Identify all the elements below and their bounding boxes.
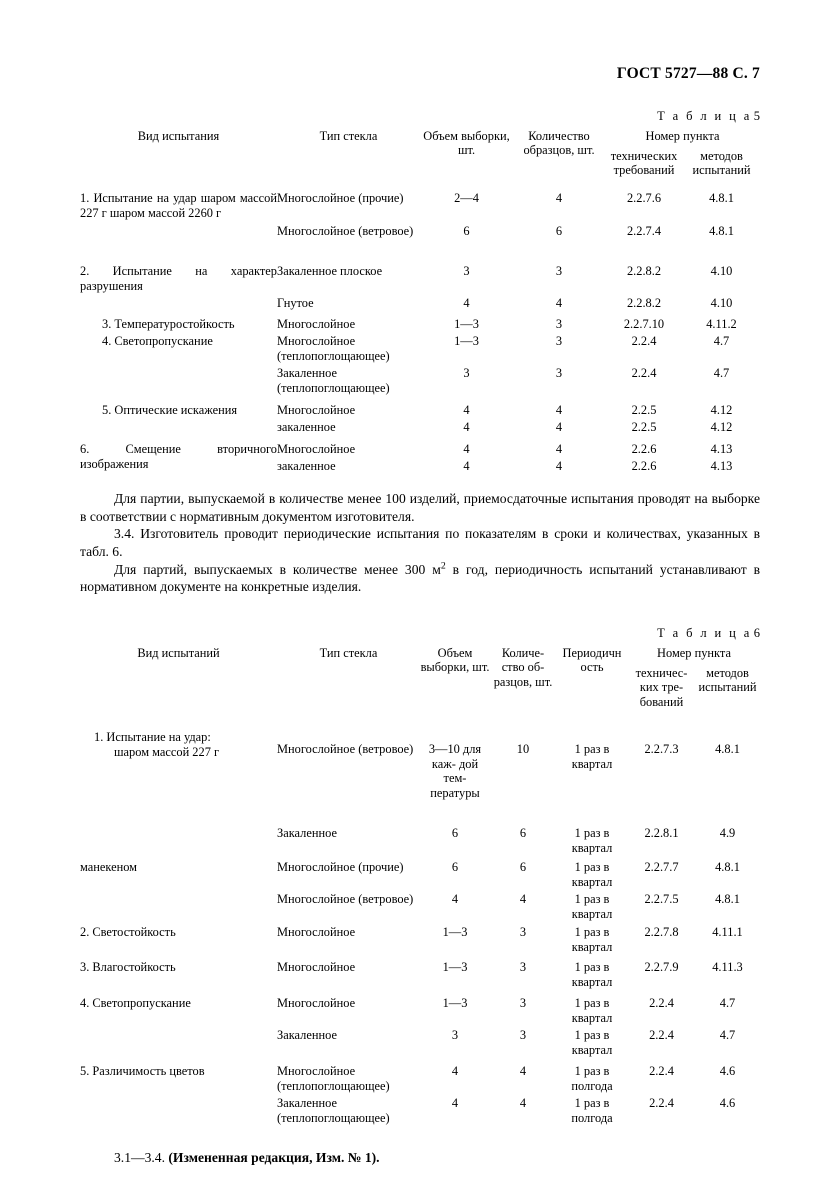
table5-cell-sample: 4 <box>463 296 470 310</box>
table5-cell-test <box>80 398 277 437</box>
table6-cell-tech: 2.2.7.9 <box>644 960 679 975</box>
table5-cell-specimens: 3 <box>555 334 563 348</box>
table6-cell-frequency: 1 раз в квартал <box>571 860 613 889</box>
table6-test-line1: 4. Светопропускание <box>80 996 191 1011</box>
table5-cell-sample: 6 <box>463 224 470 238</box>
table-5 <box>80 129 760 476</box>
paragraph-2: 3.4. Изготовитель проводит периодические испытания по показателям в сроки и количествах, указанных в табл. 6. <box>80 526 760 560</box>
table5-cell-glass: Многослойное <box>277 317 356 331</box>
table6-cell-frequency: 1 раз в полгода <box>571 1064 613 1093</box>
table6-test-line1: 1. Испытание на удар: <box>94 730 211 745</box>
table5-body <box>80 187 760 476</box>
table5-cell-test <box>80 313 277 334</box>
table6-cell-tech: 2.2.7.8 <box>644 925 679 940</box>
table6-test-line1: манекеном <box>80 860 138 875</box>
paragraph-3-part2: в год, периодичность испытаний устанавливают в нормативном документе на конкретные изделия. <box>80 561 760 595</box>
table6-cell-glass: Многослойное (теплопоглощающее) <box>277 1064 390 1093</box>
table5-th-tech: технических требований <box>610 149 678 178</box>
table6-cell-glass: Многослойное (ветровое) <box>277 892 414 907</box>
table5-test-text: 6. Смещение вторичного изображения <box>80 442 277 471</box>
table5-cell-specimens: 3 <box>555 366 563 380</box>
table6-cell-tech: 2.2.4 <box>649 1064 674 1079</box>
revision-note-text: (Измененная редакция, Изм. № 1). <box>168 1150 380 1166</box>
table5-cell-specimens: 4 <box>555 442 563 456</box>
table5-test-text: 2. Испытание на характер разрушения <box>80 264 277 293</box>
table5-cell-sample: 4 <box>463 459 470 473</box>
table5-cell-sample: 1—3 <box>454 317 479 331</box>
table5-test-text: 1. Испытание на удар шаром массой 227 г шаром массой 2260 г <box>80 191 277 220</box>
table6-cell-tech: 2.2.7.7 <box>644 860 679 875</box>
revision-note <box>80 1150 760 1166</box>
table5-cell-test <box>80 187 277 257</box>
table5-cell-specimens: 4 <box>555 191 563 205</box>
table-row <box>80 858 760 892</box>
table6-cell-frequency: 1 раз в квартал <box>571 826 613 855</box>
table6-cell-method: 4.11.3 <box>712 960 743 975</box>
table6-caption-label: Т а б л и ц а <box>657 626 752 641</box>
table5-th-method: методов испытаний <box>692 149 751 178</box>
table6-cell-specimens: 4 <box>519 892 527 907</box>
table6-cell-method: 4.7 <box>719 1028 736 1043</box>
table6-header-row-1 <box>80 646 760 666</box>
table5-cell-specimens: 3 <box>555 264 563 278</box>
table5-cell-glass: Многослойное (ветровое) <box>277 224 414 238</box>
table6-cell-tech: 2.2.7.3 <box>644 742 679 757</box>
table5-test-text: 4. Светопропускание <box>102 334 213 348</box>
table5-cell-method: 4.8.1 <box>709 191 734 205</box>
table6-cell-specimens: 3 <box>519 960 527 975</box>
table6-cell-glass: Многослойное <box>277 960 356 975</box>
page-header: ГОСТ 5727—88 С. 7 <box>616 65 760 82</box>
table6-cell-tech: 2.2.7.5 <box>644 892 679 907</box>
table6-th-specimens: Количе- ство об- разцов, шт. <box>493 646 553 689</box>
table6-cell-sample: 4 <box>451 1064 459 1079</box>
table6-cell-sample: 3—10 для каж- дой тем- пературы <box>428 742 482 800</box>
table6-cell-glass: Многослойное (ветровое) <box>277 742 414 757</box>
table6-cell-sample: 6 <box>451 826 459 841</box>
table-row <box>80 334 760 366</box>
table6-cell-sample: 1—3 <box>442 996 468 1011</box>
table6-cell-tech: 2.2.4 <box>649 996 674 1011</box>
table6-cell-specimens: 4 <box>519 1064 527 1079</box>
table5-cell-method: 4.10 <box>710 296 733 310</box>
table5-cell-method: 4.13 <box>710 459 733 473</box>
table6-cell-glass: Многослойное <box>277 925 356 940</box>
table6-cell-glass: Закаленное <box>277 826 337 841</box>
table6-cell-frequency: 1 раз в полгода <box>571 1096 613 1125</box>
table6-cell-glass: Многослойное <box>277 996 356 1011</box>
table6-cell-method: 4.6 <box>719 1064 736 1079</box>
table6-cell-specimens: 4 <box>519 1096 527 1111</box>
table-row <box>80 257 760 296</box>
table5-cell-glass: Многослойное (прочие) <box>277 191 404 205</box>
table5-cell-glass: закаленное <box>277 459 336 473</box>
table6-cell-frequency: 1 раз в квартал <box>571 996 613 1025</box>
table5-cell-glass: закаленное <box>277 420 336 434</box>
table5-cell-method: 4.12 <box>710 403 733 417</box>
paragraph-3-superscript: 2 <box>440 560 446 572</box>
table5-test-text: 3. Температуростойкость <box>102 317 235 331</box>
table5-cell-tech: 2.2.6 <box>631 459 657 473</box>
table5-cell-tech: 2.2.4 <box>631 334 657 348</box>
table5-th-glass: Тип стекла <box>319 129 378 143</box>
table6-cell-test <box>80 924 277 957</box>
table6-test-line1: 2. Светостойкость <box>80 925 176 940</box>
table5-cell-glass: Закаленное (теплопоглощающее) <box>277 366 390 395</box>
table5-cell-sample: 4 <box>463 420 470 434</box>
table-row <box>80 187 760 224</box>
table5-cell-test <box>80 437 277 476</box>
table5-cell-method: 4.11.2 <box>706 317 737 331</box>
table6-cell-test <box>80 992 277 1060</box>
table6-th-sample: Объем выборки, шт. <box>420 646 490 675</box>
table5-th-sample: Объем выборки, шт. <box>423 129 510 158</box>
paragraph-3 <box>80 561 760 596</box>
table-row <box>80 992 760 1028</box>
table5-cell-specimens: 4 <box>555 459 563 473</box>
table5-th-specimens: Количество образцов, шт. <box>523 129 595 158</box>
table6-th-glass: Тип стекла <box>319 646 378 661</box>
paragraph-1: Для партии, выпускаемой в количестве менее 100 изделий, приемосдаточные испытания проводят на выборке в соответствии с нормативным документом изготовителя. <box>80 491 760 524</box>
table6-test-line2: шаром массой 227 г <box>114 744 220 759</box>
table5-cell-method: 4.10 <box>710 264 733 278</box>
table5-cell-tech: 2.2.8.2 <box>626 296 662 310</box>
table6-cell-tech: 2.2.4 <box>649 1096 674 1111</box>
table5-cell-specimens: 4 <box>555 420 563 434</box>
table6-cell-glass: Закаленное (теплопоглощающее) <box>277 1096 390 1125</box>
table6-cell-method: 4.8.1 <box>715 860 740 875</box>
table5-cell-sample: 3 <box>463 264 470 278</box>
table5-cell-glass: Закаленное плоское <box>277 264 383 278</box>
table6-cell-frequency: 1 раз в квартал <box>571 960 613 989</box>
table6-cell-sample: 1—3 <box>442 960 468 975</box>
table6-cell-sample: 6 <box>451 860 459 875</box>
table6-cell-specimens: 3 <box>519 1028 527 1043</box>
table5-cell-sample: 2—4 <box>454 191 479 205</box>
table-row <box>80 398 760 420</box>
table5-caption-number: 5 <box>753 109 760 123</box>
table5-cell-method: 4.7 <box>713 334 730 348</box>
table6-body <box>80 726 760 1128</box>
table5-head <box>80 129 760 187</box>
table5-cell-sample: 3 <box>463 366 470 380</box>
table5-cell-sample: 4 <box>463 403 470 417</box>
table-row <box>80 313 760 334</box>
table5-cell-tech: 2.2.7.6 <box>626 191 662 205</box>
table6-cell-method: 4.11.1 <box>712 925 743 940</box>
table5-cell-specimens: 4 <box>555 403 563 417</box>
table5-cell-tech: 2.2.4 <box>631 366 657 380</box>
table6-cell-sample: 3 <box>451 1028 459 1043</box>
table6-th-method: методов испытаний <box>698 666 757 695</box>
table6-cell-test <box>80 726 277 858</box>
table5-caption-label: Т а б л и ц а <box>657 109 752 123</box>
table-row <box>80 957 760 992</box>
table5-caption <box>80 109 760 124</box>
table6-th-group: Номер пункта <box>657 646 731 661</box>
table5-cell-specimens: 4 <box>555 296 563 310</box>
table5-cell-method: 4.8.1 <box>709 224 734 238</box>
table-row <box>80 924 760 957</box>
table5-header-row-1 <box>80 129 760 149</box>
table5-cell-tech: 2.2.8.2 <box>626 264 662 278</box>
table6-cell-specimens: 10 <box>516 742 530 757</box>
table6-cell-tech: 2.2.4 <box>649 1028 674 1043</box>
table6-cell-test <box>80 1060 277 1128</box>
revision-note-prefix: 3.1—3.4. <box>114 1150 165 1166</box>
table5-cell-tech: 2.2.7.10 <box>623 317 665 331</box>
table5-cell-test <box>80 257 277 313</box>
table5-cell-tech: 2.2.6 <box>631 442 657 456</box>
table-6 <box>80 646 760 1128</box>
table6-caption <box>80 626 760 641</box>
table5-th-test: Вид испытания <box>137 129 220 143</box>
table6-th-tech: техничес- ких тре- бований <box>635 666 688 709</box>
table5-cell-tech: 2.2.5 <box>631 403 657 417</box>
table6-cell-tech: 2.2.8.1 <box>644 826 679 841</box>
table5-cell-method: 4.12 <box>710 420 733 434</box>
table6-cell-method: 4.6 <box>719 1096 736 1111</box>
table6-cell-method: 4.8.1 <box>715 742 740 757</box>
table6-cell-test <box>80 858 277 924</box>
table6-cell-specimens: 6 <box>519 860 527 875</box>
table5-cell-glass: Многослойное <box>277 442 356 456</box>
table5-cell-glass: Многослойное <box>277 403 356 417</box>
table6-th-test: Вид испытаний <box>137 646 220 661</box>
table6-cell-frequency: 1 раз в квартал <box>571 892 613 921</box>
table6-cell-sample: 4 <box>451 892 459 907</box>
table6-th-frequency: Периодичн ость <box>562 646 622 675</box>
table6-cell-specimens: 3 <box>519 996 527 1011</box>
table6-cell-sample: 1—3 <box>442 925 468 940</box>
table-row <box>80 1060 760 1096</box>
table5-cell-glass: Гнутое <box>277 296 314 310</box>
table6-cell-method: 4.9 <box>719 826 736 841</box>
table6-test-line1: 3. Влагостойкость <box>80 960 176 975</box>
table6-cell-glass: Закаленное <box>277 1028 337 1043</box>
table-row <box>80 437 760 459</box>
table6-cell-glass: Многослойное (прочие) <box>277 860 404 875</box>
table6-cell-frequency: 1 раз в квартал <box>571 925 613 954</box>
table5-cell-tech: 2.2.7.4 <box>626 224 662 238</box>
table6-cell-specimens: 3 <box>519 925 527 940</box>
table6-cell-method: 4.7 <box>719 996 736 1011</box>
table6-cell-specimens: 6 <box>519 826 527 841</box>
table6-cell-sample: 4 <box>451 1096 459 1111</box>
table5-cell-sample: 4 <box>463 442 470 456</box>
table5-cell-method: 4.7 <box>713 366 730 380</box>
table6-cell-test <box>80 957 277 992</box>
table5-cell-method: 4.13 <box>710 442 733 456</box>
table6-test-line1: 5. Различимость цветов <box>80 1064 205 1079</box>
table5-test-text: 5. Оптические искажения <box>102 403 238 417</box>
table5-cell-tech: 2.2.5 <box>631 420 657 434</box>
table5-th-group: Номер пункта <box>645 129 720 143</box>
table6-cell-method: 4.8.1 <box>715 892 740 907</box>
table6-caption-number: 6 <box>753 626 760 641</box>
table5-cell-specimens: 6 <box>555 224 563 238</box>
table5-cell-sample: 1—3 <box>454 334 479 348</box>
paragraph-block <box>80 490 760 596</box>
table5-cell-specimens: 3 <box>555 317 563 331</box>
table5-cell-test <box>80 334 277 398</box>
table-row <box>80 726 760 826</box>
table5-cell-glass: Многослойное (теплопоглощающее) <box>277 334 390 363</box>
table6-cell-frequency: 1 раз в квартал <box>571 1028 613 1057</box>
table6-head <box>80 646 760 726</box>
paragraph-3-part1: Для партий, выпускаемых в количестве менее 300 м <box>114 561 441 577</box>
table6-cell-frequency: 1 раз в квартал <box>571 742 613 771</box>
